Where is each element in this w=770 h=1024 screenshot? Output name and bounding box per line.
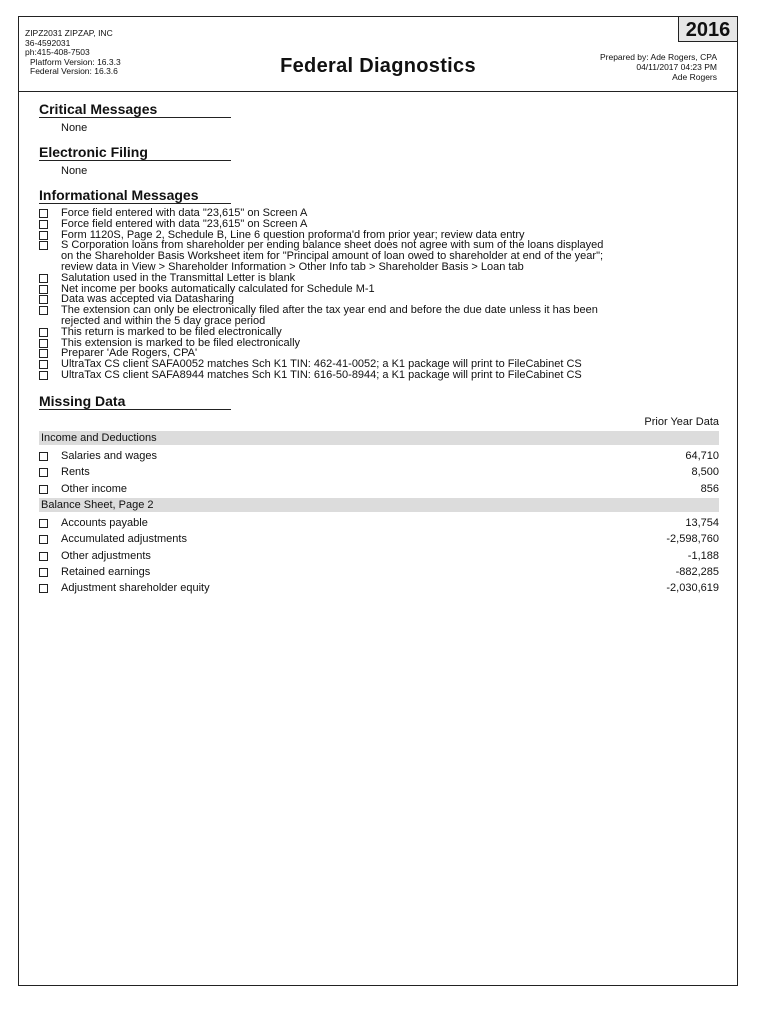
message-text: Data was accepted via Datasharing: [61, 293, 235, 306]
message-text: This extension is marked to be filed electronically: [61, 336, 301, 349]
diagnostics-body: [39, 101, 719, 598]
firm-line: ZIPZ2031 ZIPZAP, INC: [25, 28, 113, 38]
message-checkbox[interactable]: [39, 339, 48, 348]
message-text: Form 1120S, Page 2, Schedule B, Line 6 question proforma'd from prior year; review data entry: [61, 228, 525, 241]
row-checkbox[interactable]: [39, 485, 48, 494]
missing-data-row: [39, 549, 719, 565]
diagnostics-page: [18, 16, 738, 986]
prepared-by: Prepared by: Ade Rogers, CPA: [599, 52, 717, 62]
row-value: 856: [700, 482, 719, 495]
row-checkbox[interactable]: [39, 584, 48, 593]
missing-data-row: [39, 482, 719, 498]
row-value: 64,710: [685, 449, 719, 462]
missing-data-row: [39, 516, 719, 532]
message-checkbox[interactable]: [39, 220, 48, 229]
platform-version: Platform Version: 16.3.3: [30, 56, 121, 67]
missing-data-row: [39, 449, 719, 465]
message-text: The extension can only be electronically filed after the tax year end and before the due date unless it has been: [61, 304, 598, 317]
row-label: Other income: [61, 482, 128, 495]
missing-data-row: [39, 532, 719, 548]
message-item: [39, 273, 719, 284]
missing-data-heading: Missing Data: [39, 393, 231, 410]
message-checkbox[interactable]: [39, 306, 48, 315]
row-checkbox[interactable]: [39, 452, 48, 461]
row-value: -1,188: [687, 549, 719, 562]
page-header: [19, 17, 737, 92]
message-text: Force field entered with data "23,615" on Screen A: [61, 217, 308, 230]
message-text: rejected and within the 5 day grace period: [61, 314, 266, 327]
informational-messages-list: [39, 208, 719, 381]
message-checkbox[interactable]: [39, 231, 48, 240]
firm-line: 36-4592031: [25, 37, 71, 48]
tax-year-badge: 2016: [678, 16, 738, 42]
message-checkbox[interactable]: [39, 295, 48, 304]
missing-data-row: [39, 465, 719, 481]
message-text: UltraTax CS client SAFA8944 matches Sch K1 TIN: 616-50-8944; a K1 package will print to FileCabinet CS: [61, 368, 582, 381]
missing-data-table: [39, 431, 719, 598]
preparer-name: Ade Rogers: [672, 71, 717, 82]
message-item: [39, 305, 719, 327]
informational-messages-heading: Informational Messages: [39, 187, 231, 204]
message-item: [39, 327, 719, 338]
row-value: -2,030,619: [666, 582, 719, 595]
group-header: Income and Deductions: [39, 431, 719, 445]
preparer-info: [600, 53, 717, 82]
message-checkbox[interactable]: [39, 285, 48, 294]
prepared-datetime: 04/11/2017 04:23 PM: [636, 61, 717, 72]
row-label: Salaries and wages: [61, 449, 158, 462]
row-value: -882,285: [675, 566, 719, 579]
firm-line: ph:415-408-7503: [25, 47, 90, 58]
message-checkbox[interactable]: [39, 371, 48, 380]
row-label: Accounts payable: [61, 516, 148, 529]
message-text: UltraTax CS client SAFA0052 matches Sch K1 TIN: 462-41-0052; a K1 package will print to FileCabinet CS: [61, 358, 582, 371]
message-checkbox[interactable]: [39, 209, 48, 218]
message-text: Force field entered with data "23,615" on Screen A: [61, 207, 308, 219]
missing-data-row: [39, 565, 719, 581]
row-value: 13,754: [685, 516, 719, 529]
row-checkbox[interactable]: [39, 519, 48, 528]
message-checkbox[interactable]: [39, 360, 48, 369]
row-label: Retained earnings: [61, 566, 151, 579]
message-text: on the Shareholder Basis Worksheet item for "Principal amount of loan owed to shareholder at end of the year";: [61, 250, 604, 263]
row-label: Adjustment shareholder equity: [61, 582, 210, 595]
electronic-filing-value: None: [61, 165, 88, 177]
row-label: Rents: [61, 466, 90, 479]
critical-messages-heading: Critical Messages: [39, 101, 231, 118]
message-text: S Corporation loans from shareholder per ending balance sheet does not agree with sum of the loans displayed: [61, 239, 604, 252]
electronic-filing-heading: Electronic Filing: [39, 144, 231, 161]
message-text: This return is marked to be filed electronically: [61, 325, 282, 338]
message-checkbox[interactable]: [39, 349, 48, 358]
critical-messages-value: None: [61, 122, 88, 134]
message-item: [39, 370, 719, 381]
missing-data-row: [39, 581, 719, 597]
row-value: 8,500: [691, 466, 719, 479]
message-checkbox[interactable]: [39, 241, 48, 250]
message-item: [39, 240, 719, 272]
message-checkbox[interactable]: [39, 274, 48, 283]
row-label: Other adjustments: [61, 549, 151, 562]
page-title: Federal Diagnostics: [280, 55, 476, 77]
federal-version: Federal Version: 16.3.6: [30, 66, 118, 77]
message-item: [39, 219, 719, 230]
row-checkbox[interactable]: [39, 535, 48, 544]
message-text: Salutation used in the Transmittal Letter is blank: [61, 271, 296, 284]
prior-year-column-header: Prior Year Data: [644, 415, 719, 428]
message-checkbox[interactable]: [39, 328, 48, 337]
message-text: Preparer 'Ade Rogers, CPA': [61, 347, 198, 360]
row-checkbox[interactable]: [39, 568, 48, 577]
message-text: review data in View > Shareholder Information > Other Info tab > Shareholder Basis > Loan tab: [61, 260, 524, 273]
group-header: Balance Sheet, Page 2: [39, 498, 719, 512]
row-checkbox[interactable]: [39, 552, 48, 561]
row-label: Accumulated adjustments: [61, 533, 187, 546]
message-text: Net income per books automatically calculated for Schedule M-1: [61, 282, 375, 295]
row-value: -2,598,760: [666, 533, 719, 546]
row-checkbox[interactable]: [39, 468, 48, 477]
